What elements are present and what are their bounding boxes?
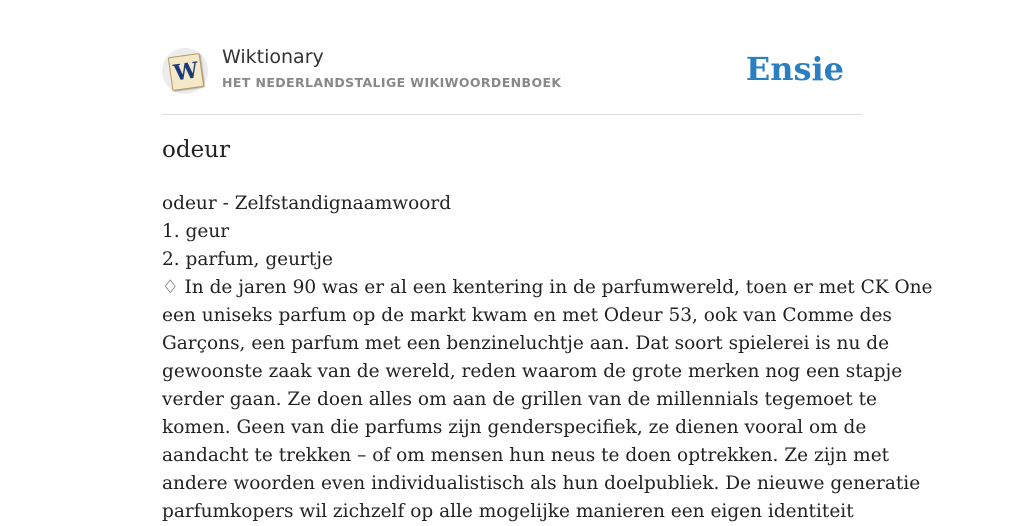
example-line: een uniseks parfum op de markt kwam en met Odeur 53, ook van Comme des <box>162 305 892 326</box>
example-line: verder gaan. Ze doen alles om aan de grillen van de millennials tegemoet te <box>162 389 877 410</box>
ensie-brand-logo[interactable]: Ensie <box>745 50 844 88</box>
definition-heading: odeur - Zelfstandignaamwoord <box>162 193 452 214</box>
example-line: andere woorden even individualistisch als hun doelpubliek. De nieuwe generatie <box>162 473 921 494</box>
logo-letter: W <box>171 57 201 87</box>
example-line: gewoonste zaak van de wereld, reden waarom de grote merken nog een stapje <box>162 361 903 382</box>
site-header <box>162 44 862 115</box>
sense-2: 2. parfum, geurtje <box>162 249 333 270</box>
site-subtitle: HET NEDERLANDSTALIGE WIKIWOORDENBOEK <box>222 75 562 90</box>
example-line: aandacht te trekken – of om mensen hun neus te doen optrekken. Ze zijn met <box>162 445 890 466</box>
wiktionary-logo-icon[interactable] <box>162 48 208 94</box>
sense-1: 1. geur <box>162 221 230 242</box>
example-line: Garçons, een parfum met een benzineluchtje aan. Dat soort spielerei is nu de <box>162 333 890 354</box>
page-title: odeur <box>162 137 230 163</box>
example-line: ♢ In de jaren 90 was er al een kentering in de parfumwereld, toen er met CK One <box>162 277 933 298</box>
example-line: komen. Geen van die parfums zijn genderspecifiek, ze dienen vooral om de <box>162 417 867 438</box>
example-line: parfumkopers wil zichzelf op alle mogelijke manieren een eigen identiteit <box>162 501 854 522</box>
entry-content <box>162 190 933 526</box>
logo-tile <box>168 53 204 91</box>
site-title[interactable]: Wiktionary <box>222 46 324 68</box>
